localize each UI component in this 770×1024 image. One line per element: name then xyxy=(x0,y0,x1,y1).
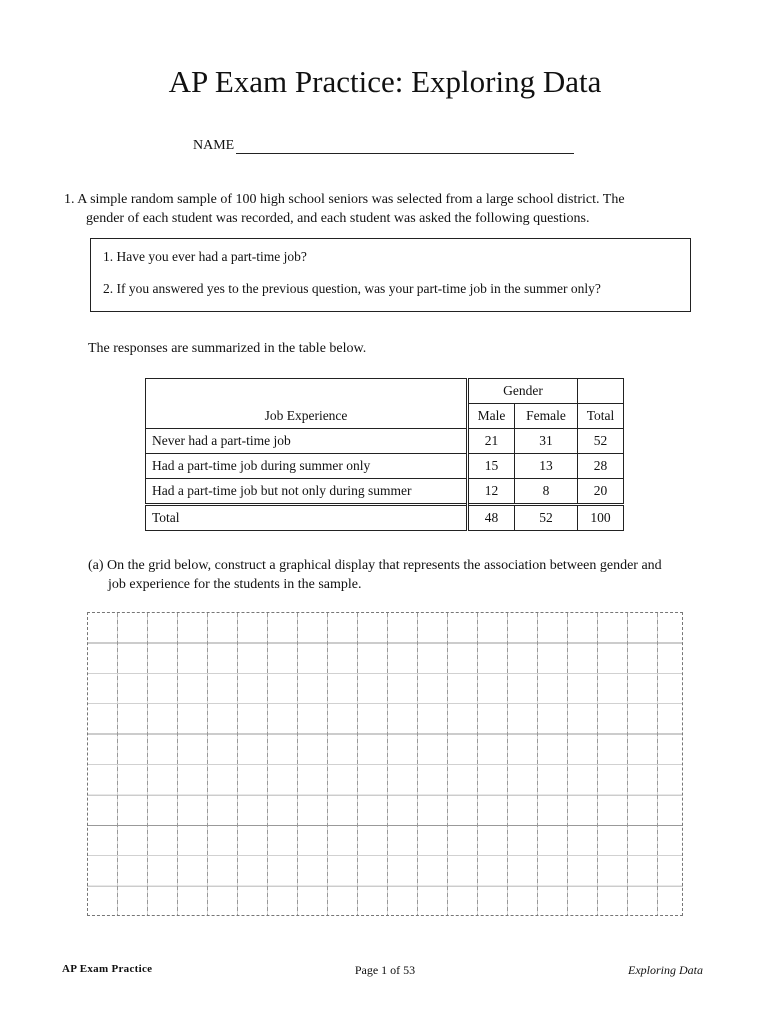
table-row xyxy=(146,479,624,505)
total-cell: 28 xyxy=(578,454,624,479)
question-1-line-1: 1. A simple random sample of 100 high school seniors was selected from a large school district. The xyxy=(64,192,625,207)
female-cell: 31 xyxy=(515,429,578,454)
name-field xyxy=(193,138,574,154)
part-a-line-1: (a) On the grid below, construct a graphical display that represents the association between gender and xyxy=(88,558,662,573)
table-row xyxy=(146,429,624,454)
male-total-cell: 48 xyxy=(468,505,515,531)
row-label: Had a part-time job but not only during summer xyxy=(146,479,468,505)
survey-question-2: 2. If you answered yes to the previous question, was your part-time job in the summer only? xyxy=(103,281,601,296)
total-header: Total xyxy=(578,404,624,429)
total-cell: 20 xyxy=(578,479,624,505)
job-experience-table xyxy=(145,378,624,531)
female-cell: 13 xyxy=(515,454,578,479)
empty-header-cell xyxy=(578,379,624,404)
part-a-line-2: job experience for the students in the sample. xyxy=(108,577,362,592)
question-1 xyxy=(64,190,704,228)
male-cell: 21 xyxy=(468,429,515,454)
table-row xyxy=(146,454,624,479)
answer-grid[interactable] xyxy=(87,612,683,916)
summary-text: The responses are summarized in the table below. xyxy=(88,341,367,356)
footer-left: AP Exam Practice xyxy=(62,963,153,975)
female-total-cell: 52 xyxy=(515,505,578,531)
male-cell: 15 xyxy=(468,454,515,479)
survey-question-1: 1. Have you ever had a part-time job? xyxy=(103,249,307,264)
row-label: Never had a part-time job xyxy=(146,429,468,454)
female-header: Female xyxy=(515,404,578,429)
table-total-row xyxy=(146,505,624,531)
gender-header: Gender xyxy=(468,379,578,404)
grid-dash-overlay xyxy=(88,613,682,915)
question-1-line-2: gender of each student was recorded, and each student was asked the following questions. xyxy=(86,211,590,226)
table-header-row-1 xyxy=(146,379,624,404)
job-experience-header: Job Experience xyxy=(146,379,468,429)
name-blank-line xyxy=(236,141,574,154)
grand-total-cell: 100 xyxy=(578,505,624,531)
part-a-prompt xyxy=(88,556,718,594)
total-row-label: Total xyxy=(146,505,468,531)
footer-right: Exploring Data xyxy=(628,963,703,977)
row-label: Had a part-time job during summer only xyxy=(146,454,468,479)
survey-questions-box xyxy=(90,238,691,312)
male-header: Male xyxy=(468,404,515,429)
male-cell: 12 xyxy=(468,479,515,505)
total-cell: 52 xyxy=(578,429,624,454)
name-label: NAME xyxy=(193,138,235,153)
footer-page-number: Page 1 of 53 xyxy=(354,963,416,977)
female-cell: 8 xyxy=(515,479,578,505)
page-title: AP Exam Practice: Exploring Data xyxy=(168,64,602,99)
